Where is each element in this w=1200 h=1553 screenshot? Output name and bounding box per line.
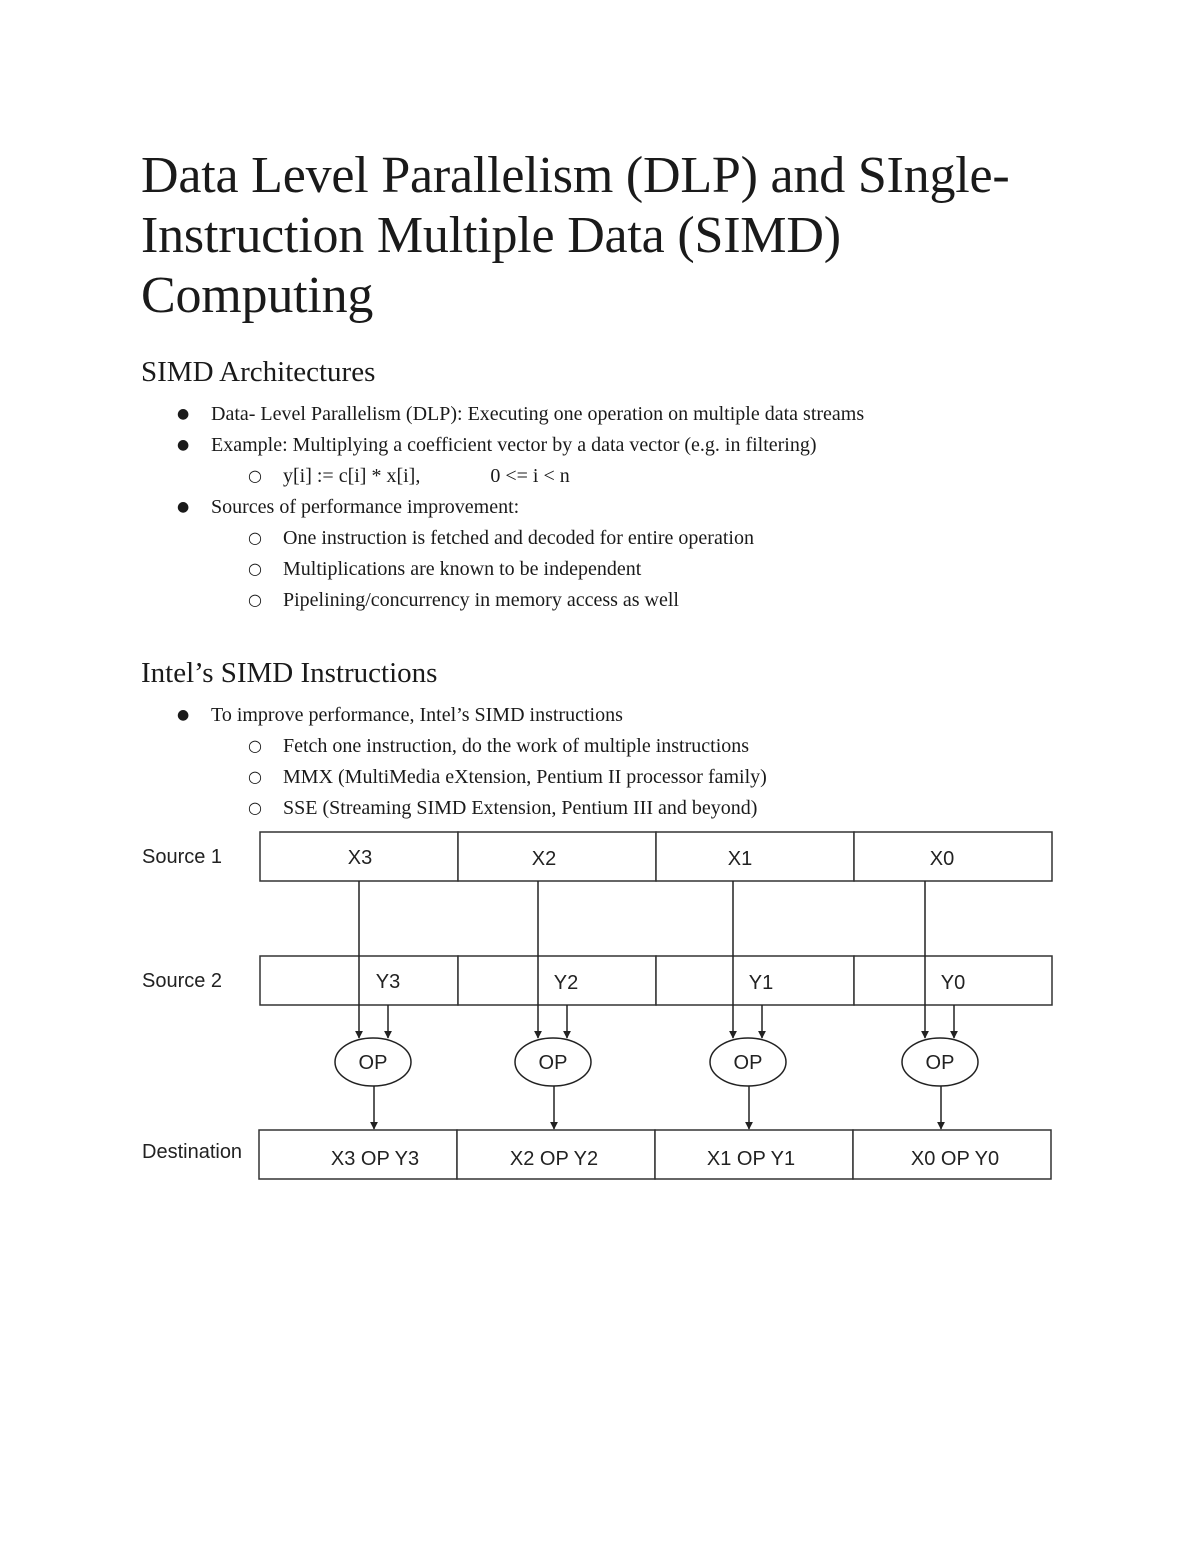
sub-bullet-icon: ○: [248, 528, 262, 547]
bullet-icon: ●: [177, 499, 190, 515]
source2-value: Y1: [748, 972, 774, 994]
source1-value: X3: [347, 847, 373, 869]
row-label-source2: Source 2: [142, 970, 223, 992]
formula-range: 0 <= i < n: [490, 465, 570, 487]
source2-value: Y0: [940, 972, 966, 994]
title-line: Computing: [141, 267, 374, 324]
source1-value: X0: [929, 848, 955, 870]
sub-bullet-icon: ○: [248, 736, 262, 755]
source2-value: Y3: [375, 971, 401, 993]
sub-list-item: One instruction is fetched and decoded for entire operation: [283, 527, 754, 549]
sub-bullet-icon: ○: [248, 590, 262, 609]
sub-list-item: MMX (MultiMedia eXtension, Pentium II processor family): [283, 766, 767, 788]
op-label: OP: [538, 1052, 568, 1074]
destination-value: X2 OP Y2: [509, 1148, 599, 1170]
title-line: Instruction Multiple Data (SIMD): [141, 207, 841, 264]
sub-bullet-icon: ○: [248, 767, 262, 786]
row-label-source1: Source 1: [142, 846, 223, 868]
sub-list-item: SSE (Streaming SIMD Extension, Pentium III and beyond): [283, 797, 758, 819]
source1-value: X1: [727, 848, 753, 870]
row-label-destination: Destination: [142, 1141, 243, 1163]
bullet-icon: ●: [177, 406, 190, 422]
destination-value: X1 OP Y1: [706, 1148, 796, 1170]
op-label: OP: [925, 1052, 955, 1074]
destination-value: X0 OP Y0: [910, 1148, 1000, 1170]
sub-list-item: Fetch one instruction, do the work of multiple instructions: [283, 735, 750, 757]
title-line: Data Level Parallelism (DLP) and SIngle-: [141, 147, 1010, 204]
source1-cell: [458, 832, 656, 881]
sub-bullet-icon: ○: [248, 466, 262, 485]
list-item: To improve performance, Intel’s SIMD instructions: [211, 704, 623, 726]
list-item: Data- Level Parallelism (DLP): Executing one operation on multiple data streams: [211, 403, 865, 425]
list-item: Sources of performance improvement:: [211, 496, 520, 518]
source1-cell: [656, 832, 854, 881]
op-label: OP: [733, 1052, 763, 1074]
source2-value: Y2: [553, 972, 579, 994]
section-heading-simd-architectures: SIMD Architectures: [141, 356, 376, 388]
op-label: OP: [358, 1052, 388, 1074]
section-heading-intel-simd: Intel’s SIMD Instructions: [141, 657, 438, 689]
sub-list-item: Pipelining/concurrency in memory access as well: [283, 589, 679, 611]
bullet-icon: ●: [177, 707, 190, 723]
sub-bullet-icon: ○: [248, 559, 262, 578]
destination-value: X3 OP Y3: [330, 1148, 420, 1170]
sub-list-item: Multiplications are known to be independent: [283, 558, 642, 580]
list-item: Example: Multiplying a coefficient vector by a data vector (e.g. in filtering): [211, 434, 817, 456]
sub-bullet-icon: ○: [248, 798, 262, 817]
bullet-icon: ●: [177, 437, 190, 453]
formula-expression: y[i] := c[i] * x[i],: [283, 465, 421, 487]
source1-value: X2: [531, 848, 557, 870]
